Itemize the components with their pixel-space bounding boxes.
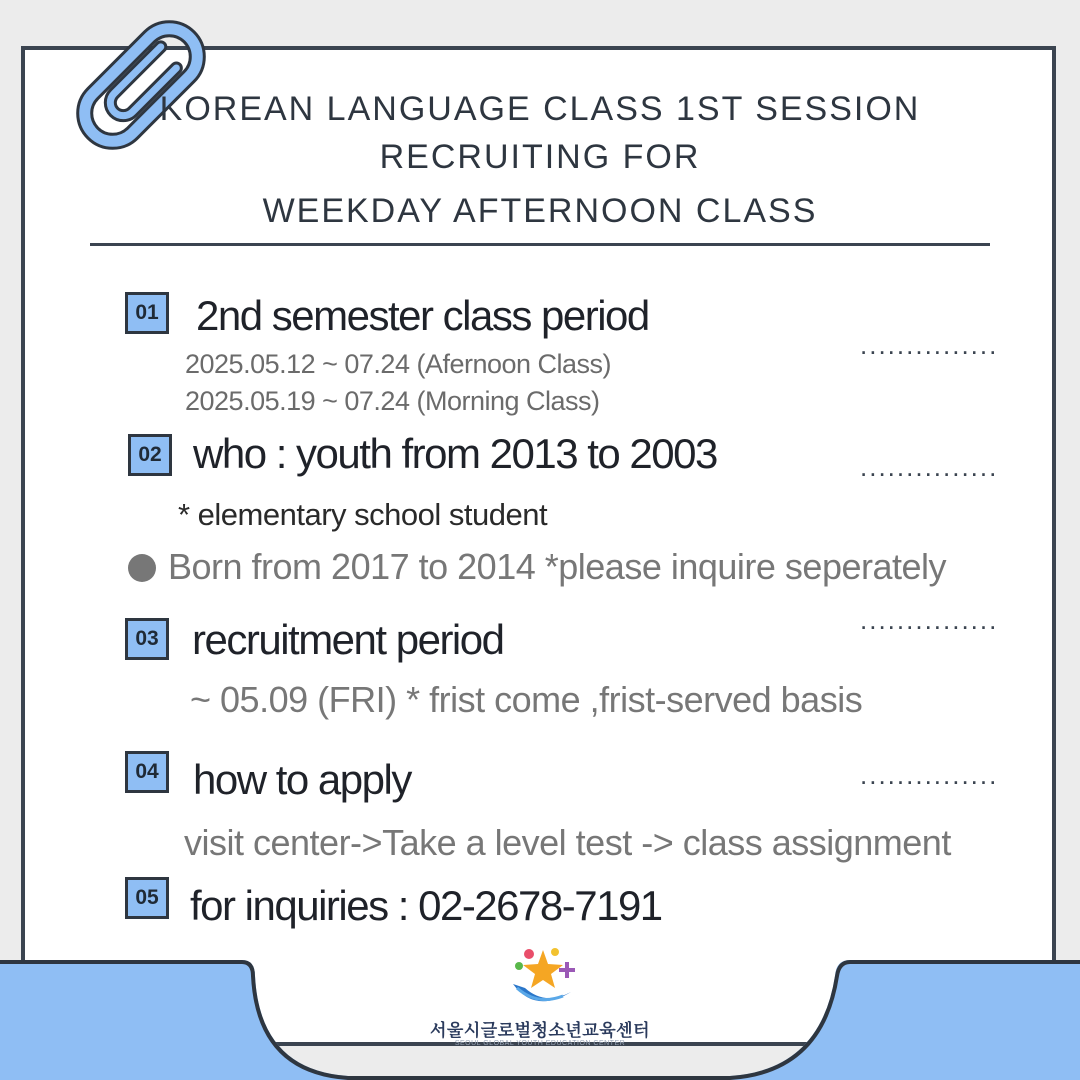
center-name-english: SEOUL GLOBAL YOUTH EDUCATION CENTER: [454, 1040, 626, 1047]
section-heading-how-to-apply: how to apply: [193, 756, 411, 803]
section-heading-recruitment-period: recruitment period: [192, 616, 504, 663]
center-name-korean: 서울시글로벌청소년교육센터: [430, 1021, 650, 1040]
title-divider: [90, 243, 990, 246]
section-number-03: 03: [125, 618, 169, 660]
dotted-leader: ...............: [860, 452, 999, 482]
born-range-note: Born from 2017 to 2014 *please inquire seperately: [168, 546, 947, 587]
afternoon-class-dates: 2025.05.12 ~ 07.24 (Afernoon Class): [185, 349, 612, 379]
title-line-1: KOREAN LANGUAGE CLASS 1ST SESSION: [159, 90, 921, 128]
center-logo-icon: [505, 944, 575, 1010]
bullet-dot-icon: [128, 554, 156, 582]
section-number-01: 01: [125, 292, 169, 334]
section-number-02: 02: [128, 434, 172, 476]
morning-class-dates: 2025.05.19 ~ 07.24 (Morning Class): [185, 386, 600, 416]
recruitment-deadline: ~ 05.09 (FRI) * frist come ,frist-served basis: [190, 679, 863, 720]
title-line-3: WEEKDAY AFTERNOON CLASS: [262, 192, 818, 230]
section-heading-who: who : youth from 2013 to 2003: [193, 430, 717, 477]
section-number-04: 04: [125, 751, 169, 793]
section-number-05: 05: [125, 877, 169, 919]
dotted-leader: ...............: [860, 330, 999, 360]
dotted-leader: ...............: [860, 760, 999, 790]
dotted-leader: ...............: [860, 605, 999, 635]
elementary-student-note: * elementary school student: [178, 497, 548, 532]
section-heading-inquiries: for inquiries : 02-2678-7191: [190, 882, 662, 929]
application-steps: visit center->Take a level test -> class assignment: [184, 822, 951, 863]
section-heading-class-period: 2nd semester class period: [196, 292, 649, 339]
title-line-2: RECRUITING FOR: [379, 138, 701, 176]
